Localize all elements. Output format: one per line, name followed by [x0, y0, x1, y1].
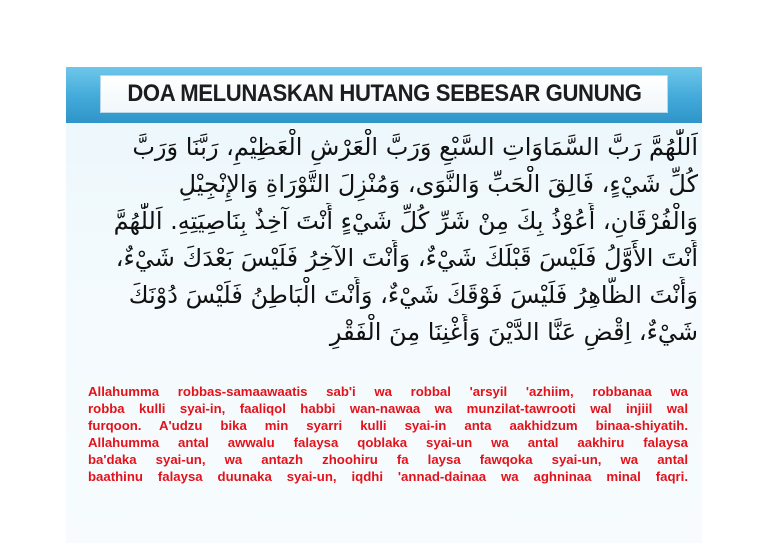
slide	[66, 67, 702, 543]
latin-line-4: Allahumma antal awwalu falaysa qoblaka syai-un wa antal aakhiru falaysa	[88, 435, 688, 450]
latin-line-6: baathinu falaysa duunaka syai-un, iqdhi 'annad-dainaa wa aghninaa minal faqri.	[88, 469, 688, 484]
latin-transliteration	[88, 383, 688, 485]
latin-line-5: ba'daka syai-un, wa antazh zhoohiru fa laysa fawqoka syai-un, wa antal	[88, 452, 688, 467]
latin-line-3: furqoon. A'udzu bika min syarri kulli syai-in anta aakhidzum binaa-shiyatih.	[88, 418, 688, 433]
arabic-line-2: كُلِّ شَيْءٍ، فَالِقَ الْحَبِّ وَالنَّوَى، وَمُنْزِلَ التَّوْرَاةِ وَالإِنْجِيْلِ	[178, 170, 698, 198]
arabic-line-3: وَالْفُرْقَانِ، أَعُوْذُ بِكَ مِنْ شَرِّ كُلِّ شَيْءٍ أَنْتَ آخِذٌ بِنَاصِيَتِهِ. اَللّٰهُمَّ	[113, 207, 698, 235]
arabic-prayer-text	[74, 129, 698, 351]
slide-title: DOA MELUNASKAN HUTANG SEBESAR GUNUNG	[126, 80, 642, 107]
arabic-line-1: اَللّٰهُمَّ رَبَّ السَّمَاوَاتِ السَّبْعِ وَرَبَّ الْعَرْشِ الْعَظِيْمِ، رَبَّنَا وَرَبَّ	[132, 133, 698, 161]
latin-line-2: robba kulli syai-in, faaliqol habbi wan-nawaa wa munzilat-tawrooti wal injiil wal	[88, 401, 688, 416]
arabic-line-6: شَيْءٌ، اِقْضِ عَنَّا الدَّيْنَ وَأَغْنِنَا مِنَ الْفَقْرِ	[329, 318, 698, 346]
title-bar	[66, 67, 702, 123]
latin-line-1: Allahumma robbas-samaawaatis sab'i wa robbal 'arsyil 'azhiim, robbanaa wa	[88, 384, 688, 399]
title-box	[100, 75, 668, 113]
arabic-line-5: وَأَنْتَ الظَّاهِرُ فَلَيْسَ فَوْقَكَ شَيْءٌ، وَأَنْتَ الْبَاطِنُ فَلَيْسَ دُوْنَكَ	[128, 281, 698, 309]
arabic-line-4: أَنْتَ الأَوَّلُ فَلَيْسَ قَبْلَكَ شَيْءٌ، وَأَنْتَ الآخِرُ فَلَيْسَ بَعْدَكَ شَيْءٌ،	[115, 244, 698, 272]
